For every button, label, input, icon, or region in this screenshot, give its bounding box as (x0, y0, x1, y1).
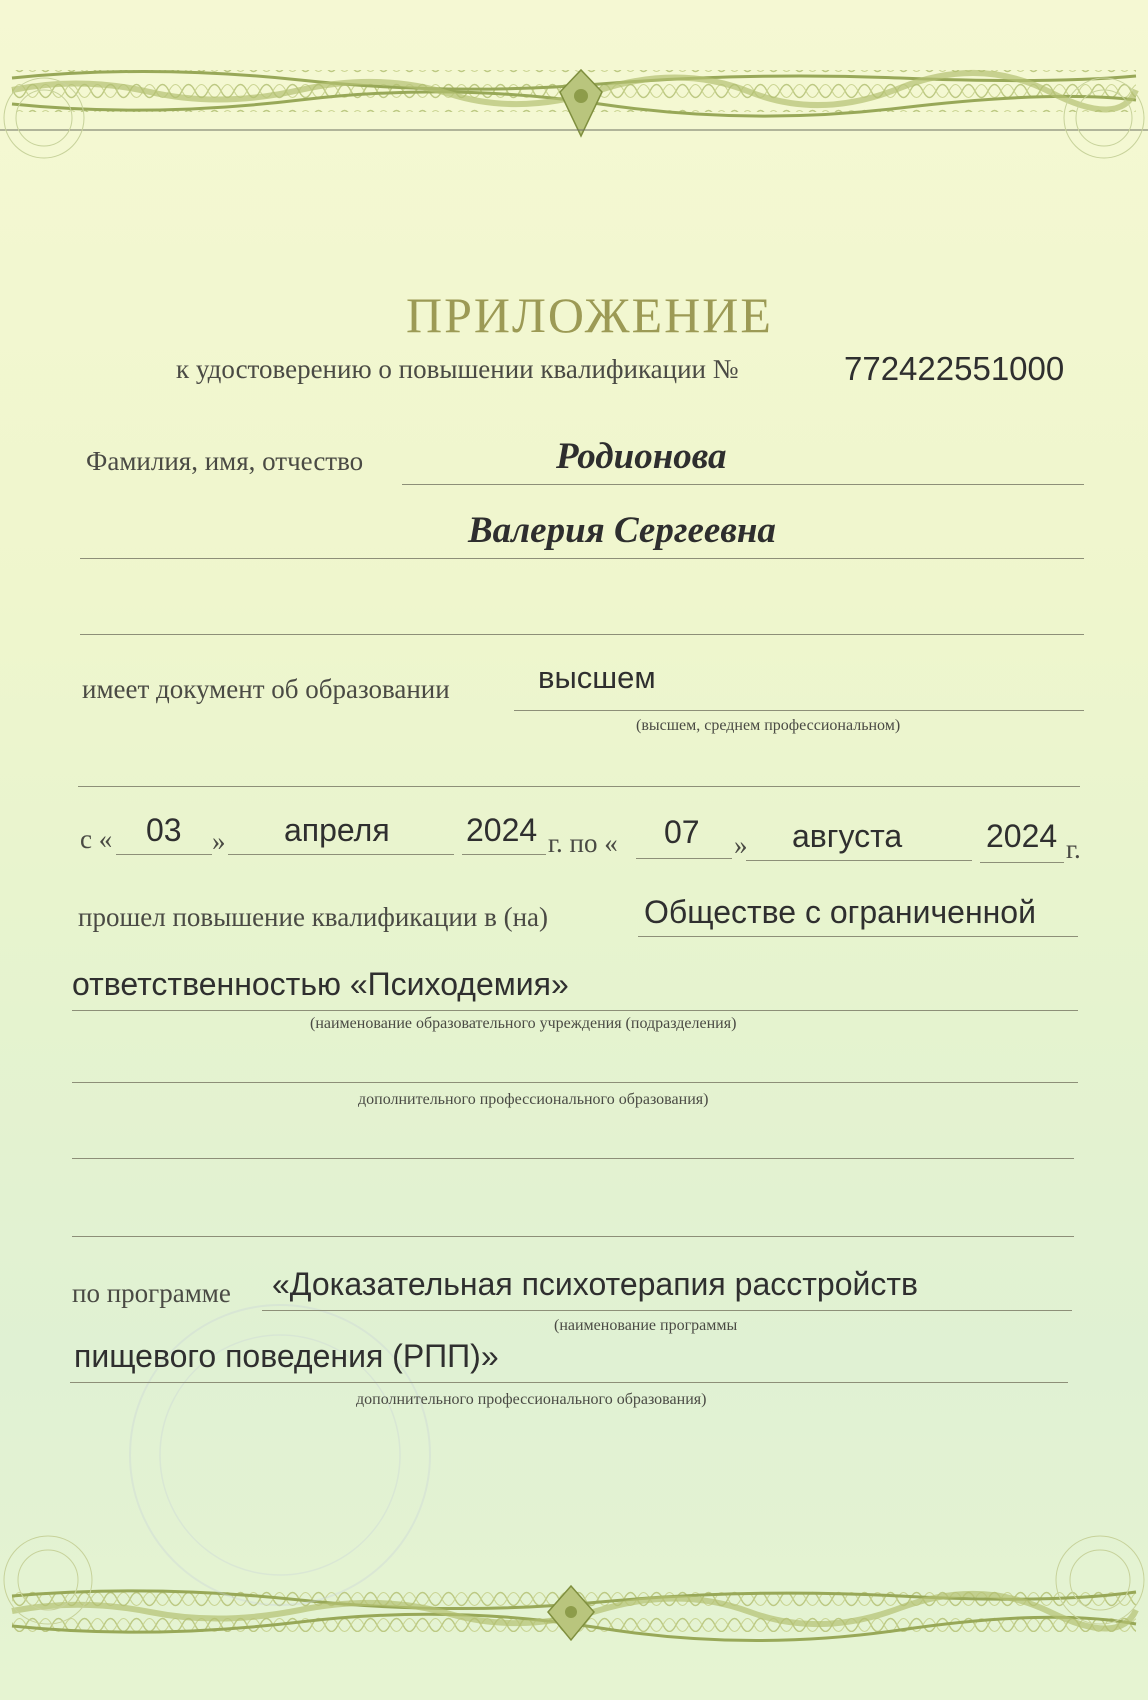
program-line-1: «Доказательная психотерапия расстройств (272, 1266, 919, 1302)
program-label: по программе (72, 1278, 231, 1308)
period-from-day: 03 (146, 812, 182, 848)
period-to-close-quote: » (734, 830, 748, 860)
period-from-month: апреля (284, 812, 390, 848)
period-from-year-line (462, 854, 546, 855)
fio-given-names: Валерия Сергеевна (468, 510, 776, 551)
program-hint-2: дополнительного профессионального образования) (356, 1391, 707, 1408)
period-from-prefix: с « (80, 824, 113, 854)
institution-hint-2: дополнительного профессионального образования) (358, 1091, 709, 1108)
period-year-suffix: г. (1066, 834, 1081, 864)
period-from-year: 2024 (466, 812, 538, 848)
institution-line-5-rule (72, 1236, 1074, 1237)
subtitle: к удостоверению о повышении квалификации № (176, 354, 739, 384)
institution-line-1: Обществе с ограниченной (644, 894, 1036, 930)
fio-surname: Родионова (556, 436, 727, 477)
institution-line-3-rule (72, 1082, 1078, 1083)
top-ornament-band (0, 70, 1148, 158)
program-line-1-rule (262, 1310, 1072, 1311)
bottom-ornament-band (4, 1536, 1144, 1641)
education-line (514, 710, 1084, 711)
fio-line-3 (80, 634, 1084, 635)
fio-line-2 (80, 558, 1084, 559)
period-to-prefix: г. по « (548, 828, 618, 858)
period-from-day-line (116, 854, 212, 855)
institution-line-1-rule (638, 936, 1078, 937)
institution-line-2-rule (72, 1010, 1078, 1011)
institution-label: прошел повышение квалификации в (на) (78, 902, 548, 932)
certificate-number: 772422551000 (844, 350, 1065, 387)
period-to-year-line (980, 862, 1064, 863)
period-to-month-line (746, 860, 972, 861)
education-hint: (высшем, среднем профессиональном) (636, 717, 901, 734)
period-from-close-quote: » (212, 826, 226, 856)
program-hint-1: (наименование программы (554, 1317, 738, 1334)
institution-line-2: ответственностью «Психодемия» (72, 966, 569, 1002)
education-value: высшем (538, 660, 656, 695)
period-to-day: 07 (664, 814, 700, 850)
fio-line-1 (402, 484, 1084, 485)
period-from-month-line (228, 854, 454, 855)
period-to-year: 2024 (986, 818, 1058, 854)
institution-hint-1: (наименование образовательного учреждения (подразделения) (310, 1015, 737, 1032)
program-line-2: пищевого поведения (РПП)» (74, 1338, 499, 1374)
program-line-2-rule (70, 1382, 1068, 1383)
fio-label: Фамилия, имя, отчество (86, 446, 364, 476)
education-line-2 (78, 786, 1080, 787)
period-to-month: августа (792, 818, 903, 854)
period-to-day-line (636, 858, 732, 859)
institution-line-4-rule (72, 1158, 1074, 1159)
education-label: имеет документ об образовании (82, 674, 450, 704)
page-title: ПРИЛОЖЕНИЕ (406, 287, 773, 343)
